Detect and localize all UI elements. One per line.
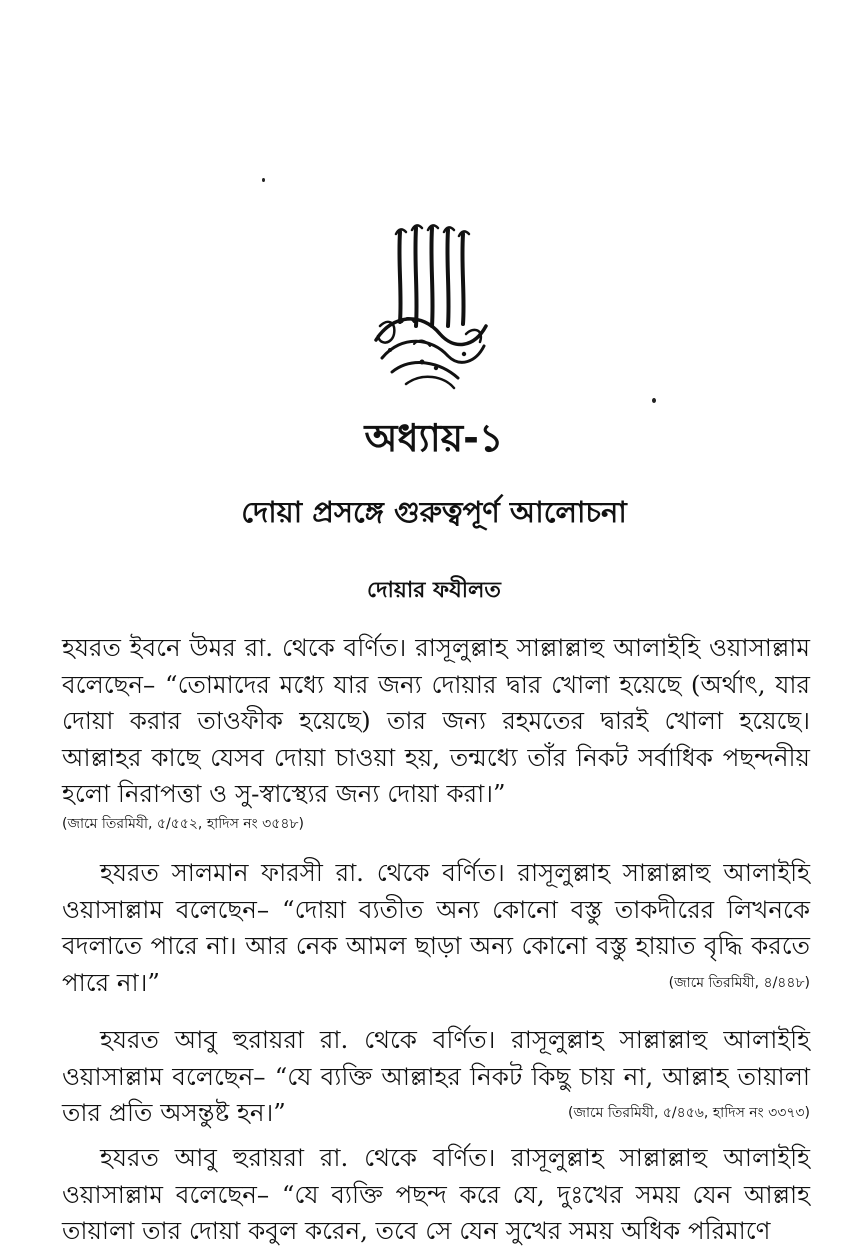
section-heading: দোয়ার ফযীলত <box>367 578 501 603</box>
paragraph-text: হযরত ইবনে উমর রা. থেকে বর্ণিত। রাসূলুল্লাহ সাল্লাল্লাহু আলাইহি ওয়াসাল্লাম বলেছেন– “তোমাদের মধ্যে যার জন্য দোয়ার দ্বার খোলা হয়েছে (অর্থাৎ, যার দোয়া করার তাওফীক হয়েছে) তার জন্য রহমতের দ্বারই খোলা হয়েছে। আল্লাহর কাছে যেসব দোয়া চাওয়া হয়, তন্মধ্যে তাঁর নিকট সর্বাধিক পছন্দনীয় হলো নিরাপত্তা ও সু-স্বাস্থ্যের জন্য দোয়া করা।” <box>62 633 810 808</box>
paragraph-text: হযরত আবু হুরায়রা রা. থেকে বর্ণিত। রাসূলুল্লাহ সাল্লাল্লাহু আলাইহি ওয়াসাল্লাম বলেছেন– “যে ব্যক্তি আল্লাহর নিকট কিছু চায় না, আল্লাহ তায়ালা তার প্রতি অসন্তুষ্ট হন।” <box>62 1025 810 1127</box>
chapter-subtitle: দোয়া প্রসঙ্গে গুরুত্বপূর্ণ আলোচনা <box>241 495 627 529</box>
chapter-title: অধ্যায়-১ <box>364 416 504 460</box>
paragraph-3 <box>62 1022 810 1132</box>
paragraph-text: হযরত সালমান ফারসী রা. থেকে বর্ণিত। রাসূলুল্লাহ সাল্লাল্লাহু আলাইহি ওয়াসাল্লাম বলেছেন– “দোয়া ব্যতীত অন্য কোনো বস্তু তাকদীরের লিখনকে বদলাতে পারে না। আর নেক আমল ছাড়া অন্য কোনো বস্তু হায়াত বৃদ্ধি করতে পারে না।” <box>62 858 810 997</box>
paragraph-4 <box>62 1140 810 1250</box>
paragraph-citation: (জামে তিরমিযী, ৫/৪৫৬, হাদিস নং ৩৩৭৩) <box>567 1105 810 1121</box>
paragraph-text: হযরত আবু হুরায়রা রা. থেকে বর্ণিত। রাসূলুল্লাহ সাল্লাল্লাহু আলাইহি ওয়াসাল্লাম বলেছেন– “যে ব্যক্তি পছন্দ করে যে, দুঃখের সময় যেন আল্লাহ তায়ালা তার দোয়া কবুল করেন, তবে সে যেন সুখের সময় অধিক পরিমাণে <box>62 1143 810 1245</box>
print-speck <box>262 178 265 182</box>
paragraph-citation: (জামে তিরমিযী, ৫/৫৫২, হাদিস নং ৩৫৪৮) <box>62 815 304 832</box>
print-speck <box>652 398 656 403</box>
bismillah-calligraphy-icon <box>362 222 497 392</box>
paragraph-1 <box>62 630 810 835</box>
paragraph-citation: (জামে তিরমিযী, ৪/৪৪৮) <box>668 974 810 991</box>
paragraph-2 <box>62 855 810 1001</box>
